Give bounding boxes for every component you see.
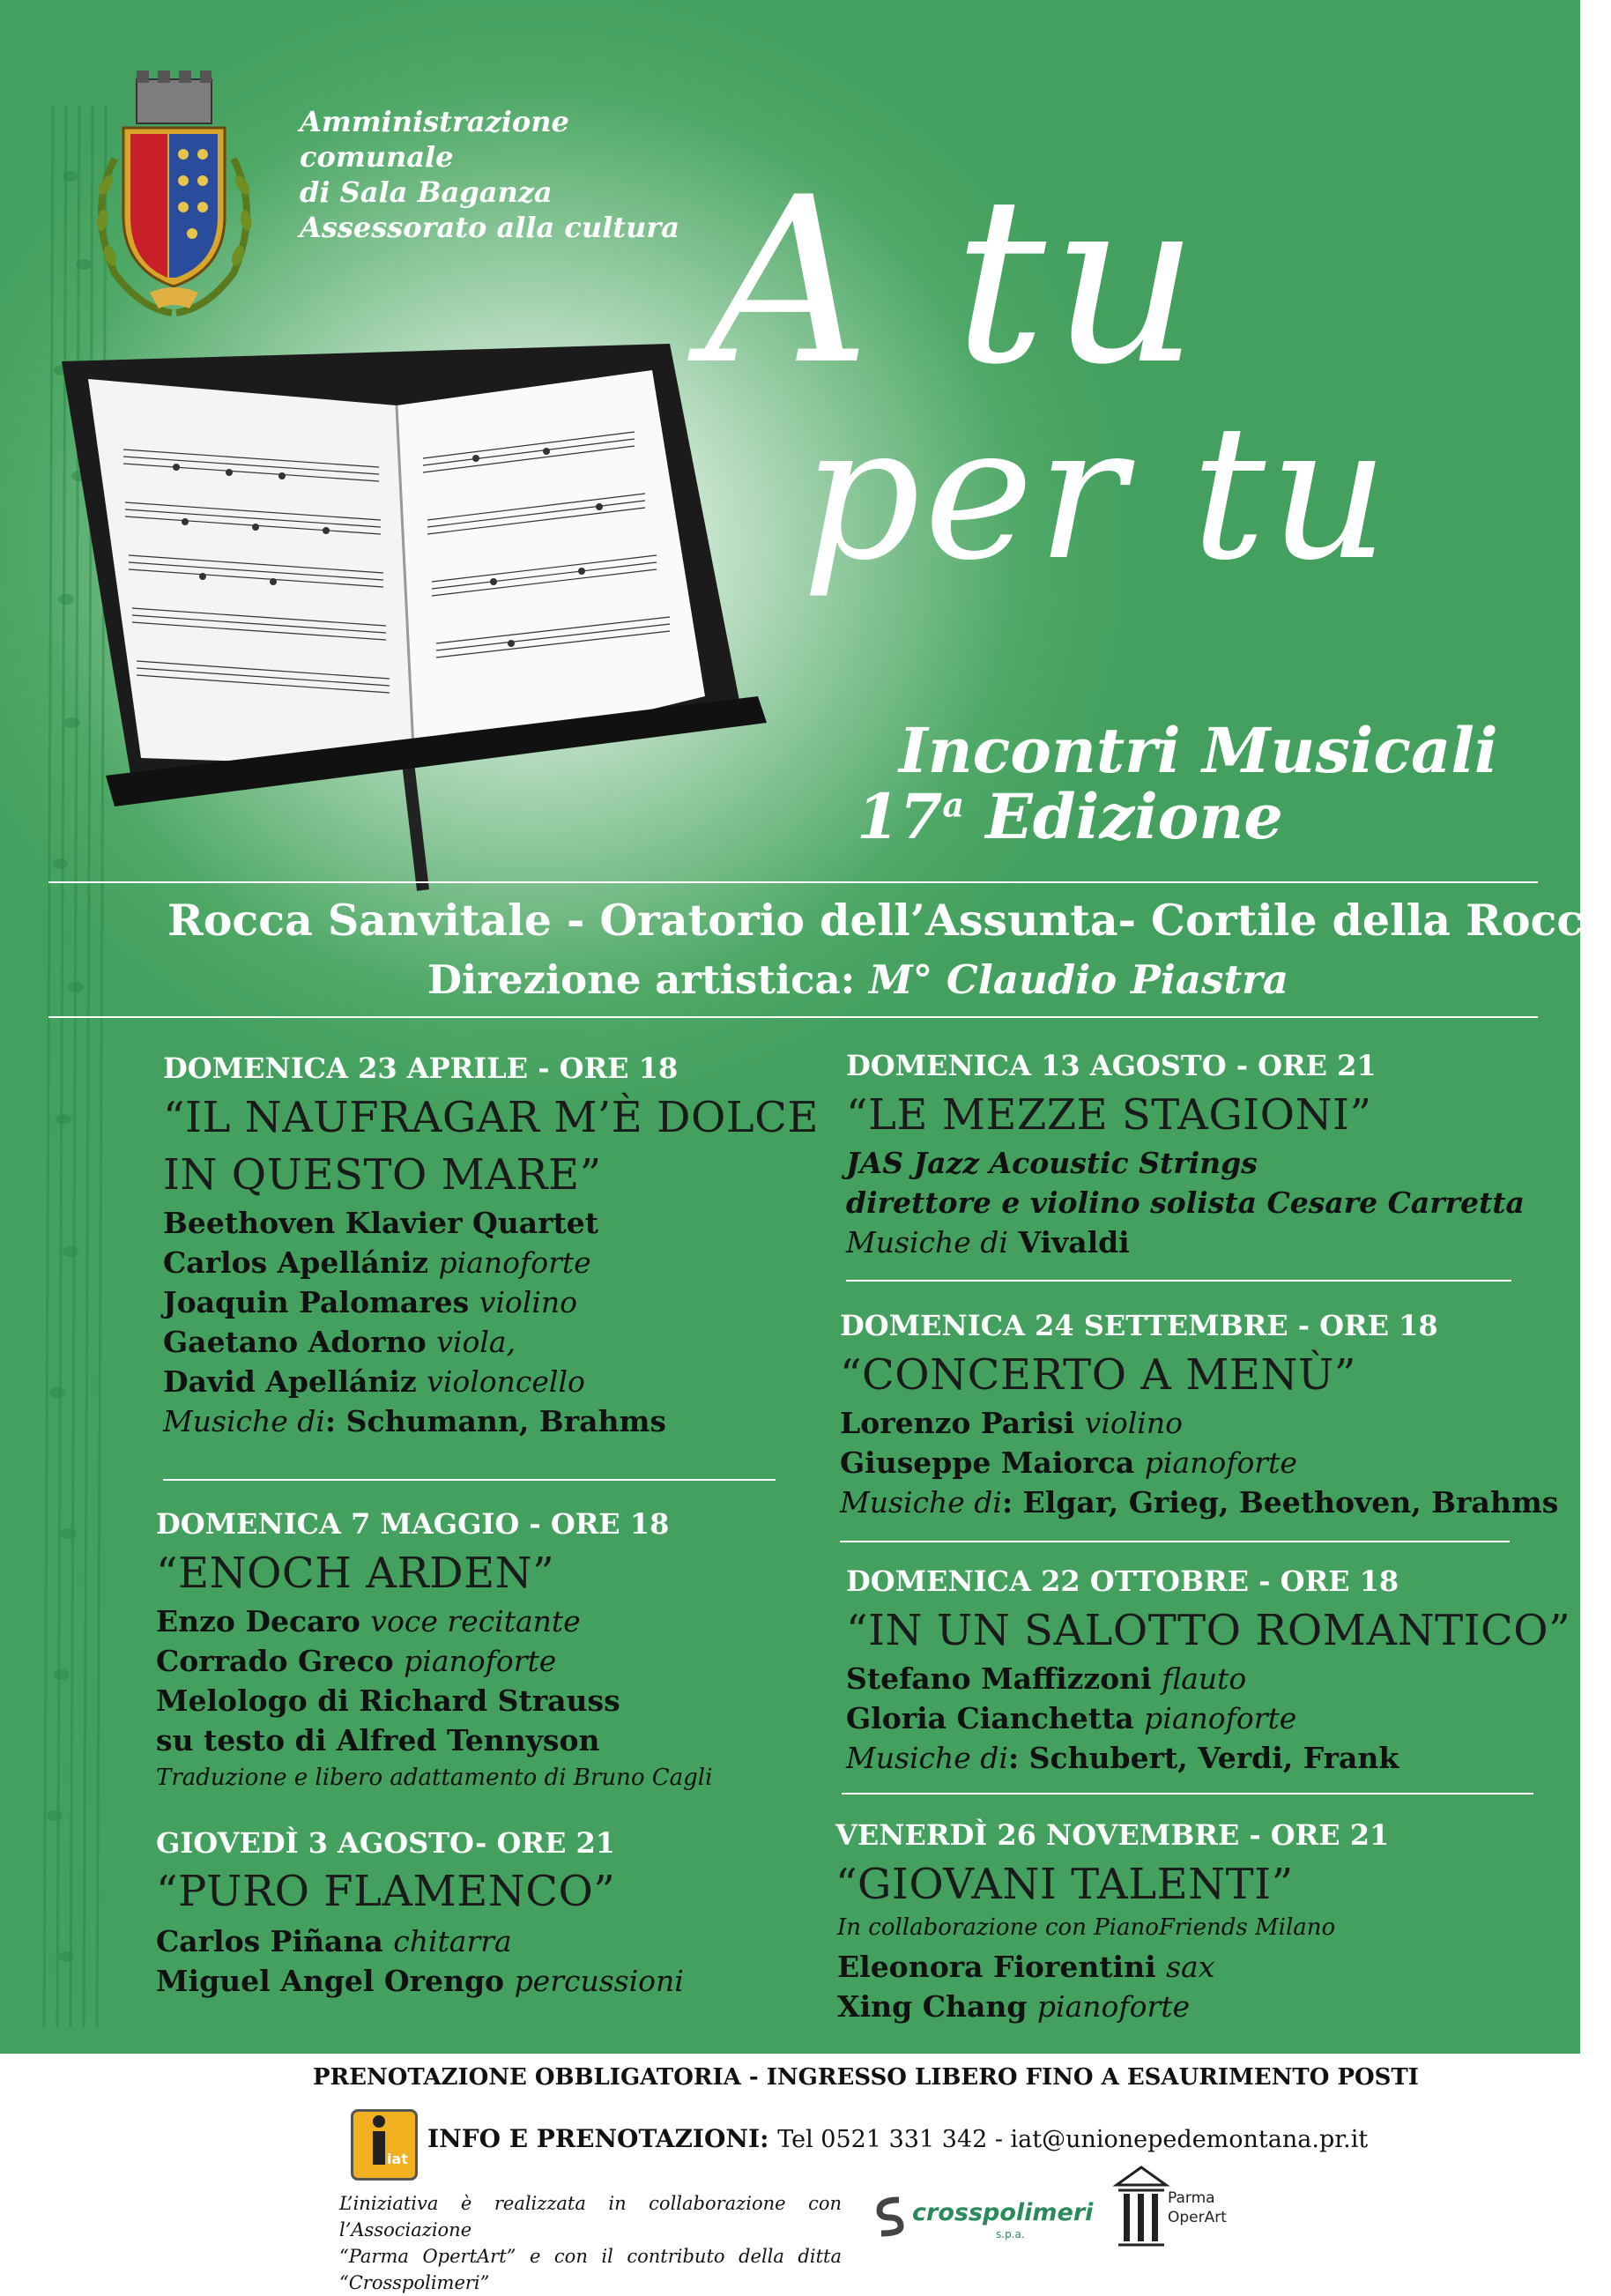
performer-line (163, 1364, 585, 1399)
main-title-block (705, 150, 1551, 696)
sponsor-parma-operart (1168, 2188, 1227, 2227)
booking-notice: PRENOTAZIONE OBBLIGATORIA - INGRESSO LIBERO FINO A ESAURIMENTO POSTI (313, 2064, 1419, 2091)
sponsor2-line: Parma (1168, 2189, 1215, 2207)
performer-name: Xing Chang (837, 1989, 1028, 2024)
music-stand-icon (53, 326, 776, 890)
direction-name: M° Claudio Piastra (868, 956, 1289, 1003)
event-title: “ENOCH ARDEN” (156, 1549, 555, 1598)
performer-role: flauto (1162, 1661, 1247, 1696)
music-line (840, 1485, 1558, 1520)
performer-line (156, 1924, 512, 1958)
performer-role: violoncello (427, 1364, 585, 1399)
performer-role: percussioni (514, 1964, 684, 1998)
admin-line: Assessorato alla cultura (300, 211, 679, 244)
music-composers: Vivaldi (1007, 1225, 1130, 1259)
event-date: VENERDÌ 26 NOVEMBRE - ORE 21 (835, 1818, 1390, 1852)
performer-line (156, 1723, 600, 1757)
performer-role: pianoforte (404, 1644, 557, 1678)
iat-logo-bar (373, 2131, 385, 2165)
direction-label: Direzione artistica: (427, 956, 856, 1003)
performer-role: violino (1084, 1406, 1183, 1440)
performer-line (156, 1964, 684, 1998)
divider (48, 1016, 1538, 1018)
performer-line (846, 1701, 1296, 1735)
event-date: GIOVEDÌ 3 AGOSTO- ORE 21 (156, 1826, 616, 1860)
credit-line: L’iniziativa è realizzata in collaborazione con l’Associazione (339, 2193, 842, 2240)
edition-word: Edizione (985, 780, 1283, 853)
iat-logo-text: iat (387, 2151, 408, 2167)
iat-logo-icon (351, 2109, 418, 2181)
divider (842, 1793, 1533, 1794)
performer-line (840, 1406, 1183, 1440)
crosspolimeri-logo-icon (872, 2193, 908, 2235)
event-note: In collaborazione con PianoFriends Milano (837, 1914, 1336, 1941)
performer-name: Gloria Cianchetta (846, 1701, 1134, 1735)
performer-line (837, 1989, 1190, 2024)
admin-line: Amministrazione (300, 105, 569, 138)
event-date: DOMENICA 22 OTTOBRE - ORE 18 (846, 1564, 1399, 1598)
performer-name: Lorenzo Parisi (840, 1406, 1075, 1440)
music-composers: : Schubert, Verdi, Frank (1007, 1741, 1399, 1775)
performer-role: pianoforte (1036, 1989, 1191, 2024)
performer-name: Melologo di Richard Strauss (156, 1683, 620, 1718)
divider (163, 1479, 776, 1481)
direction (427, 956, 1288, 1003)
credit-line: “Parma OpertArt” e con il contributo della ditta “Crosspolimeri” (339, 2246, 842, 2293)
event-title: “IN UN SALOTTO ROMANTICO” (846, 1606, 1571, 1655)
performer-name: Miguel Angel Orengo (156, 1964, 505, 1998)
performer-line (156, 1644, 556, 1678)
event-title: “IL NAUFRAGAR M’È DOLCE (163, 1093, 819, 1142)
performer-name: Corrado Greco (156, 1644, 394, 1678)
music-label: Musiche di (840, 1485, 1002, 1520)
music-composers: : Schumann, Brahms (324, 1404, 666, 1438)
info-contact: Tel 0521 331 342 - iat@unionepedemontana.pr.it (777, 2126, 1369, 2153)
parma-operart-logo-icon (1115, 2164, 1168, 2252)
admin-line: di Sala Baganza (300, 175, 553, 209)
info-line (427, 2124, 1368, 2153)
divider (48, 881, 1538, 883)
performer-name: Eleonora Fiorentini (837, 1950, 1156, 1984)
music-label: Musiche di (846, 1741, 1008, 1775)
performer-role: pianoforte (438, 1245, 591, 1280)
performer-role: voce recitante (370, 1604, 581, 1638)
event-date: DOMENICA 23 APRILE - ORE 18 (163, 1051, 679, 1085)
subtitle: Incontri Musicali (899, 714, 1498, 787)
performer-name: Gaetano Adorno (163, 1325, 427, 1359)
title-line-1: A tu (705, 149, 1205, 415)
music-label: Musiche di (163, 1404, 325, 1438)
performer-name: Beethoven Klavier Quartet (163, 1206, 598, 1240)
performer-line (156, 1683, 620, 1718)
performer-name: Carlos Piñana (156, 1924, 383, 1958)
music-line (846, 1225, 1130, 1259)
performer-line (163, 1206, 598, 1240)
sponsor2-line: OperArt (1168, 2209, 1227, 2226)
performer-line (163, 1285, 577, 1319)
performer-name: Giuseppe Maiorca (840, 1445, 1135, 1480)
edition-sup: a (942, 784, 965, 825)
edition-number: 17 (857, 780, 943, 853)
sponsor-crosspolimeri: crosspolimeri (912, 2199, 1094, 2226)
info-label: INFO E PRENOTAZIONI: (427, 2124, 769, 2153)
ensemble-line (846, 1146, 1258, 1180)
performer-line (840, 1445, 1297, 1480)
coat-of-arms-icon (79, 62, 269, 326)
event-title: IN QUESTO MARE” (163, 1150, 602, 1200)
divider (846, 1280, 1511, 1282)
event-title: “LE MEZZE STAGIONI” (846, 1090, 1372, 1140)
performer-name: David Apellániz (163, 1364, 417, 1399)
music-composers: : Elgar, Grieg, Beethoven, Brahms (1001, 1485, 1559, 1520)
music-line (163, 1404, 666, 1438)
performer-role: pianoforte (1144, 1701, 1297, 1735)
venue: Rocca Sanvitale - Oratorio dell’Assunta- Cortile della Rocca (167, 895, 1611, 946)
title-line-2: per tu (802, 385, 1392, 601)
event-date: DOMENICA 13 AGOSTO - ORE 21 (846, 1049, 1377, 1082)
music-label: Musiche di (846, 1225, 1008, 1259)
performer-role: pianoforte (1144, 1445, 1297, 1480)
credits (339, 2190, 842, 2296)
event-title: “CONCERTO A MENÙ” (840, 1350, 1356, 1400)
performer-line (837, 1950, 1214, 1984)
performer-line (163, 1245, 591, 1280)
performer-name: Joaquin Palomares (163, 1285, 470, 1319)
ensemble-text: direttore e violino solista Cesare Carretta (846, 1185, 1525, 1220)
admin-line: comunale (300, 140, 454, 174)
event-title: “PURO FLAMENCO” (156, 1867, 616, 1916)
performer-name: Enzo Decaro (156, 1604, 360, 1638)
edition (857, 780, 1283, 853)
administration-block (300, 104, 679, 245)
performer-role: viola, (436, 1325, 516, 1359)
event-date: DOMENICA 24 SETTEMBRE - ORE 18 (840, 1309, 1438, 1342)
performer-role: sax (1166, 1950, 1215, 1984)
iat-logo-dot (373, 2115, 385, 2128)
performer-role: chitarra (393, 1924, 512, 1958)
performer-role: violino (479, 1285, 578, 1319)
event-note: Traduzione e libero adattamento di Bruno Cagli (156, 1765, 713, 1791)
performer-line (846, 1661, 1246, 1696)
ensemble-line (846, 1185, 1525, 1220)
divider (840, 1541, 1510, 1542)
performer-name: su testo di Alfred Tennyson (156, 1723, 600, 1757)
event-date: DOMENICA 7 MAGGIO - ORE 18 (156, 1507, 670, 1541)
performer-line (163, 1325, 516, 1359)
performer-line (156, 1604, 581, 1638)
event-title: “GIOVANI TALENTI” (835, 1860, 1294, 1909)
performer-name: Stefano Maffizzoni (846, 1661, 1152, 1696)
ensemble-text: JAS Jazz Acoustic Strings (846, 1146, 1258, 1180)
music-line (846, 1741, 1399, 1775)
sponsor-crosspolimeri-sub: s.p.a. (996, 2228, 1025, 2240)
performer-name: Carlos Apellániz (163, 1245, 429, 1280)
